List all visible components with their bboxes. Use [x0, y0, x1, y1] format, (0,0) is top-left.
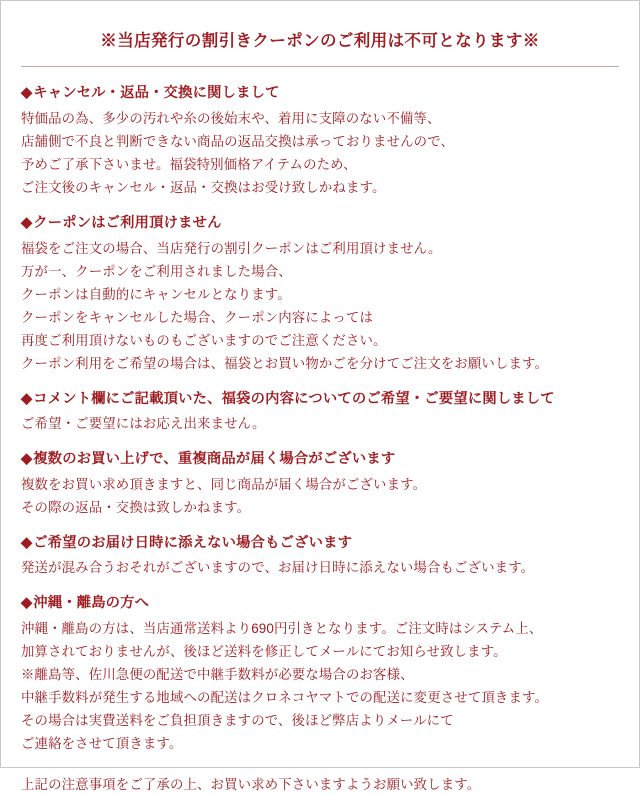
notice-section	[19, 593, 621, 755]
document-body	[1, 1, 639, 796]
section-line: ご希望・ご要望にはお応え出来ません。	[21, 416, 266, 432]
section-line: 再度ご利用頂けないものもございますのでご注意ください。	[21, 332, 387, 348]
section-title	[21, 213, 621, 234]
section-line: ご注文後のキャンセル・返品・交換はお受け致しかねます。	[21, 180, 386, 196]
section-title	[21, 389, 621, 410]
footer-note: 上記の注意事項をご了承の上、お買い求め下さいますようお願い致します。	[21, 777, 481, 792]
diamond-bullet-icon: ◆	[21, 390, 33, 407]
section-line: クーポン利用をご希望の場合は、福袋とお買い物かごを分けてご注文をお願いします。	[21, 355, 549, 371]
notice-section	[19, 533, 621, 579]
section-title	[21, 593, 621, 614]
section-line: 福袋をご注文の場合、当店発行の割引クーポンはご利用頂けません。	[21, 240, 442, 256]
diamond-bullet-icon: ◆	[21, 85, 33, 102]
section-line: 特価品の為、多少の汚れや糸の後始末や、着用に支障のない不備等、	[21, 110, 441, 126]
divider	[21, 66, 619, 67]
section-line: 複数をお買い求め頂きますと、同じ商品が届く場合がございます。	[21, 476, 427, 492]
section-title-text: ご希望のお届け日時に添えない場合もございます	[33, 534, 353, 551]
section-line: クーポンをキャンセルした場合、クーポン内容によっては	[21, 309, 374, 325]
section-line: その際の返品・交換は致しかねます。	[21, 499, 251, 515]
diamond-bullet-icon: ◆	[21, 534, 33, 551]
section-line: 中継手数料が発生する地域への配送はクロネコヤマトでの配送に変更させて頂きます。	[21, 689, 549, 705]
page-title: ※当店発行の割引きクーポンのご利用は不可となります※	[100, 32, 540, 50]
section-title-text: 複数のお買い上げで、重複商品が届く場合がございます	[33, 451, 396, 468]
diamond-bullet-icon: ◆	[21, 215, 33, 232]
diamond-bullet-icon: ◆	[21, 451, 33, 468]
section-line: 沖縄・離島の方は、当店通常送料より690円引きとなります。ご注文時はシステム上、	[21, 620, 543, 636]
notice-section	[19, 389, 621, 435]
section-line: ご連絡をさせて頂きます。	[21, 735, 183, 751]
section-title-text: キャンセル・返品・交換に関しまして	[33, 85, 280, 102]
section-title	[21, 449, 621, 470]
section-line: クーポンは自動的にキャンセルとなります。	[21, 286, 291, 302]
section-title	[21, 533, 621, 554]
section-title-text: 沖縄・離島の方へ	[33, 595, 150, 612]
section-line: 店舗側で不良と判断できない商品の返品交換は承っておりませんので、	[21, 133, 455, 149]
section-line: 万が一、クーポンをご利用されました場合、	[21, 263, 292, 279]
section-title-text: コメント欄にご記載頂いた、福袋の内容についてのご希望・ご要望に関しまして	[33, 390, 555, 407]
notice-section	[19, 83, 621, 199]
section-title	[21, 83, 621, 104]
section-line: その場合は実費送料をご負担頂きますので、後ほど弊店よりメールにて	[21, 712, 454, 728]
notice-section	[19, 213, 621, 375]
notice-sections	[19, 83, 621, 755]
section-line: ※離島等、佐川急便の配送で中継手数料が必要な場合のお客様、	[21, 666, 414, 682]
diamond-bullet-icon: ◆	[21, 595, 33, 612]
notice-section	[19, 449, 621, 519]
section-line: 加算されておりませんが、後ほど送料を修正してメールにてお知らせ致します。	[21, 643, 507, 659]
section-title-text: クーポンはご利用頂けません	[33, 215, 222, 232]
section-line: 予めご了承下さいませ。福袋特別価格アイテムのため、	[21, 156, 357, 172]
section-line: 発送が混み合うおそれがございますので、お届け日時に添えない場合もございます。	[21, 560, 535, 576]
